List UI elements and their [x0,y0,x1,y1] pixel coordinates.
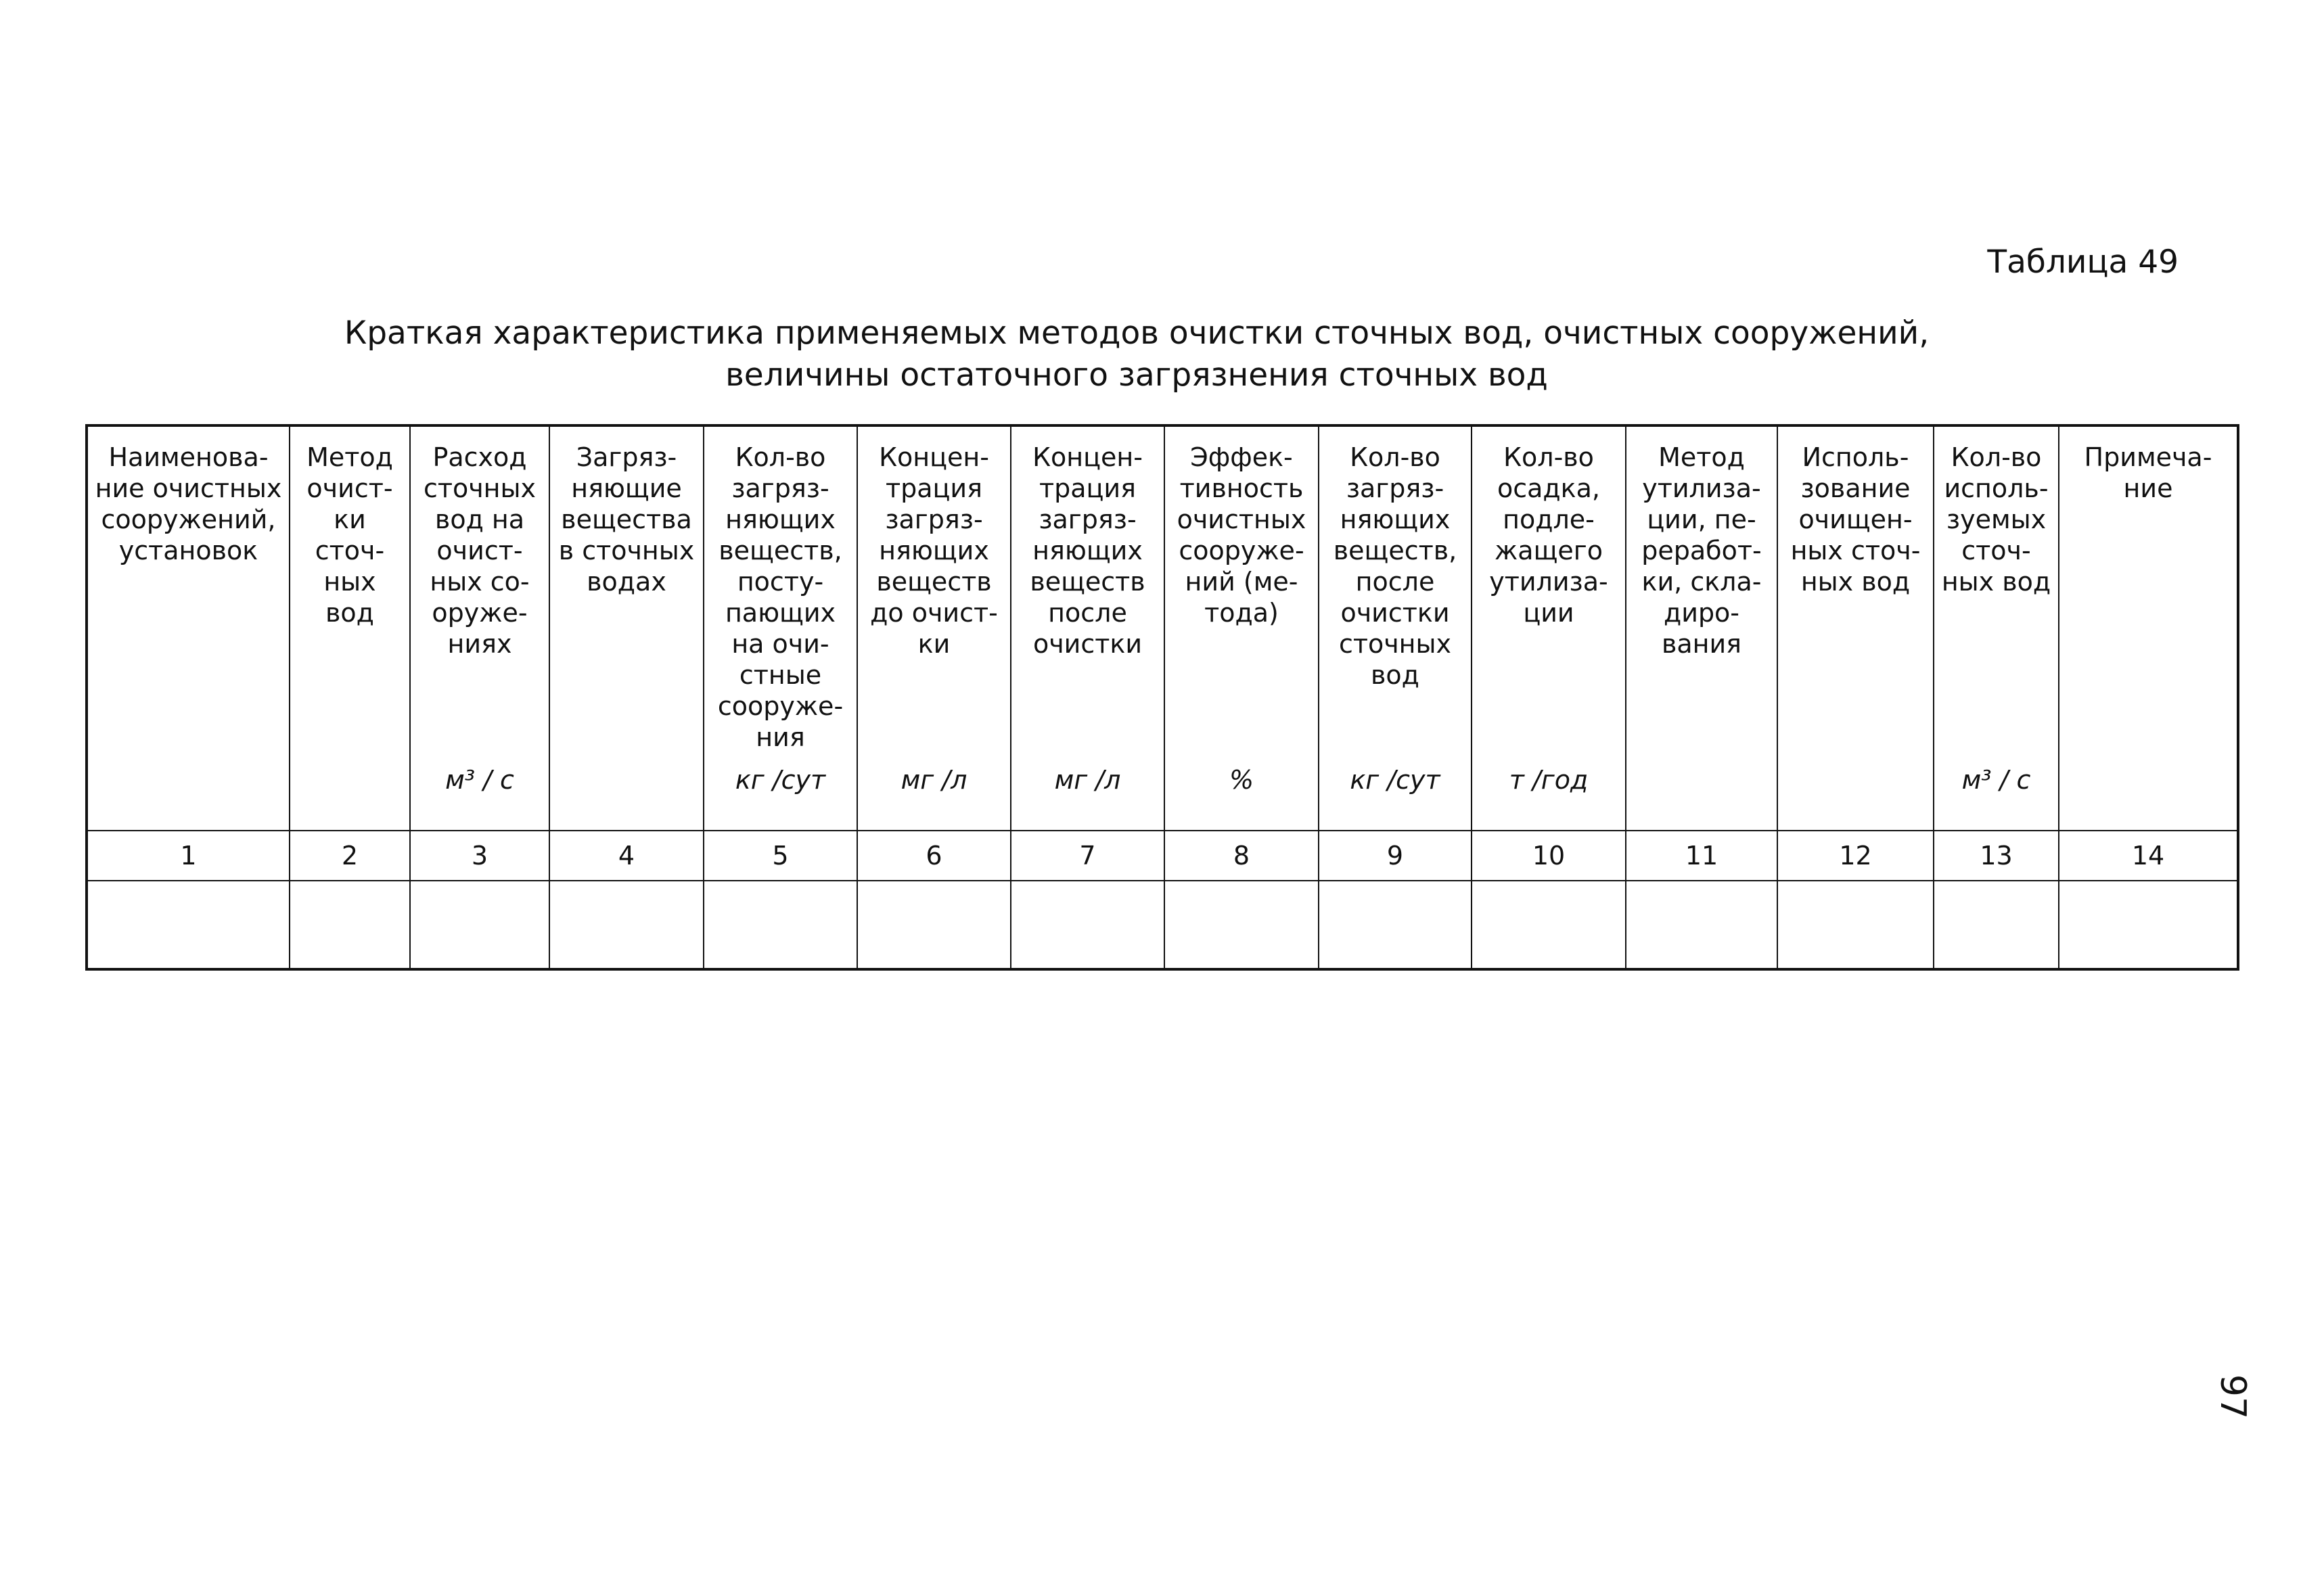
empty-cell [549,881,704,969]
unit-label: кг /сут [735,765,826,795]
empty-cell [1626,881,1777,969]
empty-cell [857,881,1011,969]
empty-cell [704,881,857,969]
unit-label: кг /сут [1350,765,1440,795]
column-number: 7 [1011,831,1164,881]
empty-cell [1319,881,1472,969]
column-number: 6 [857,831,1011,881]
header-cell: Кол-во исполь- зуемых сточ- ных вод м³ / с [1934,425,2059,831]
header-cell: Исполь- зование очищен- ных сточ- ных вод [1777,425,1934,831]
header-cell: Эффек- тивность очистных сооруже- ний (ме- тода) % [1164,425,1319,831]
column-number: 10 [1472,831,1626,881]
title-line-1: Краткая характеристика применяемых методов очистки сточных вод, очистных сооружений, [344,315,1930,352]
empty-data-row [87,881,2238,969]
unit-label: м³ / с [445,765,514,795]
title-line-2: величины остаточного загрязнения сточных вод [725,356,1548,394]
column-number: 3 [410,831,549,881]
column-number: 1 [87,831,290,881]
column-number: 9 [1319,831,1472,881]
column-number: 5 [704,831,857,881]
empty-cell [1164,881,1319,969]
header-cell: Загряз- няющие вещества в сточных водах [549,425,704,831]
unit-label: мг /л [1054,765,1121,795]
column-number-row [87,831,2238,881]
empty-cell [1934,881,2059,969]
table-title [0,312,2273,396]
header-cell: Наименова- ние очистных сооружений, установок [87,425,290,831]
header-cell: Метод очист- ки сточ- ных вод [290,425,410,831]
header-cell: Метод утилиза- ции, пе- реработ- ки, скла- диро- вания [1626,425,1777,831]
unit-label: м³ / с [1961,765,2031,795]
column-number: 2 [290,831,410,881]
column-number: 4 [549,831,704,881]
header-cell: Концен- трация загряз- няющих веществ до очист- ки мг /л [857,425,1011,831]
empty-cell [1777,881,1934,969]
table-label: Таблица 49 [1987,244,2179,281]
column-number: 13 [1934,831,2059,881]
empty-cell [87,881,290,969]
column-number: 11 [1626,831,1777,881]
empty-cell [290,881,410,969]
header-cell: Кол-во загряз- няющих веществ, после очистки сточных вод кг /сут [1319,425,1472,831]
header-cell: Расход сточных вод на очист- ных со- оруже- ниях м³ / с [410,425,549,831]
empty-cell [410,881,549,969]
header-cell: Концен- трация загряз- няющих веществ после очистки мг /л [1011,425,1164,831]
column-number: 14 [2059,831,2238,881]
empty-cell [1011,881,1164,969]
column-number: 12 [1777,831,1934,881]
unit-label: мг /л [901,765,967,795]
header-cell: Кол-во загряз- няющих веществ, посту- пающих на очи- стные сооруже- ния кг /сут [704,425,857,831]
wastewater-treatment-table [85,424,2239,971]
empty-cell [2059,881,2238,969]
empty-cell [1472,881,1626,969]
unit-label: т /год [1509,765,1589,795]
header-cell: Примеча- ние [2059,425,2238,831]
header-row [87,425,2238,831]
page-number: 97 [2212,1374,2253,1420]
header-cell: Кол-во осадка, подле- жащего утилиза- ции т /год [1472,425,1626,831]
column-number: 8 [1164,831,1319,881]
unit-label: % [1229,765,1254,795]
